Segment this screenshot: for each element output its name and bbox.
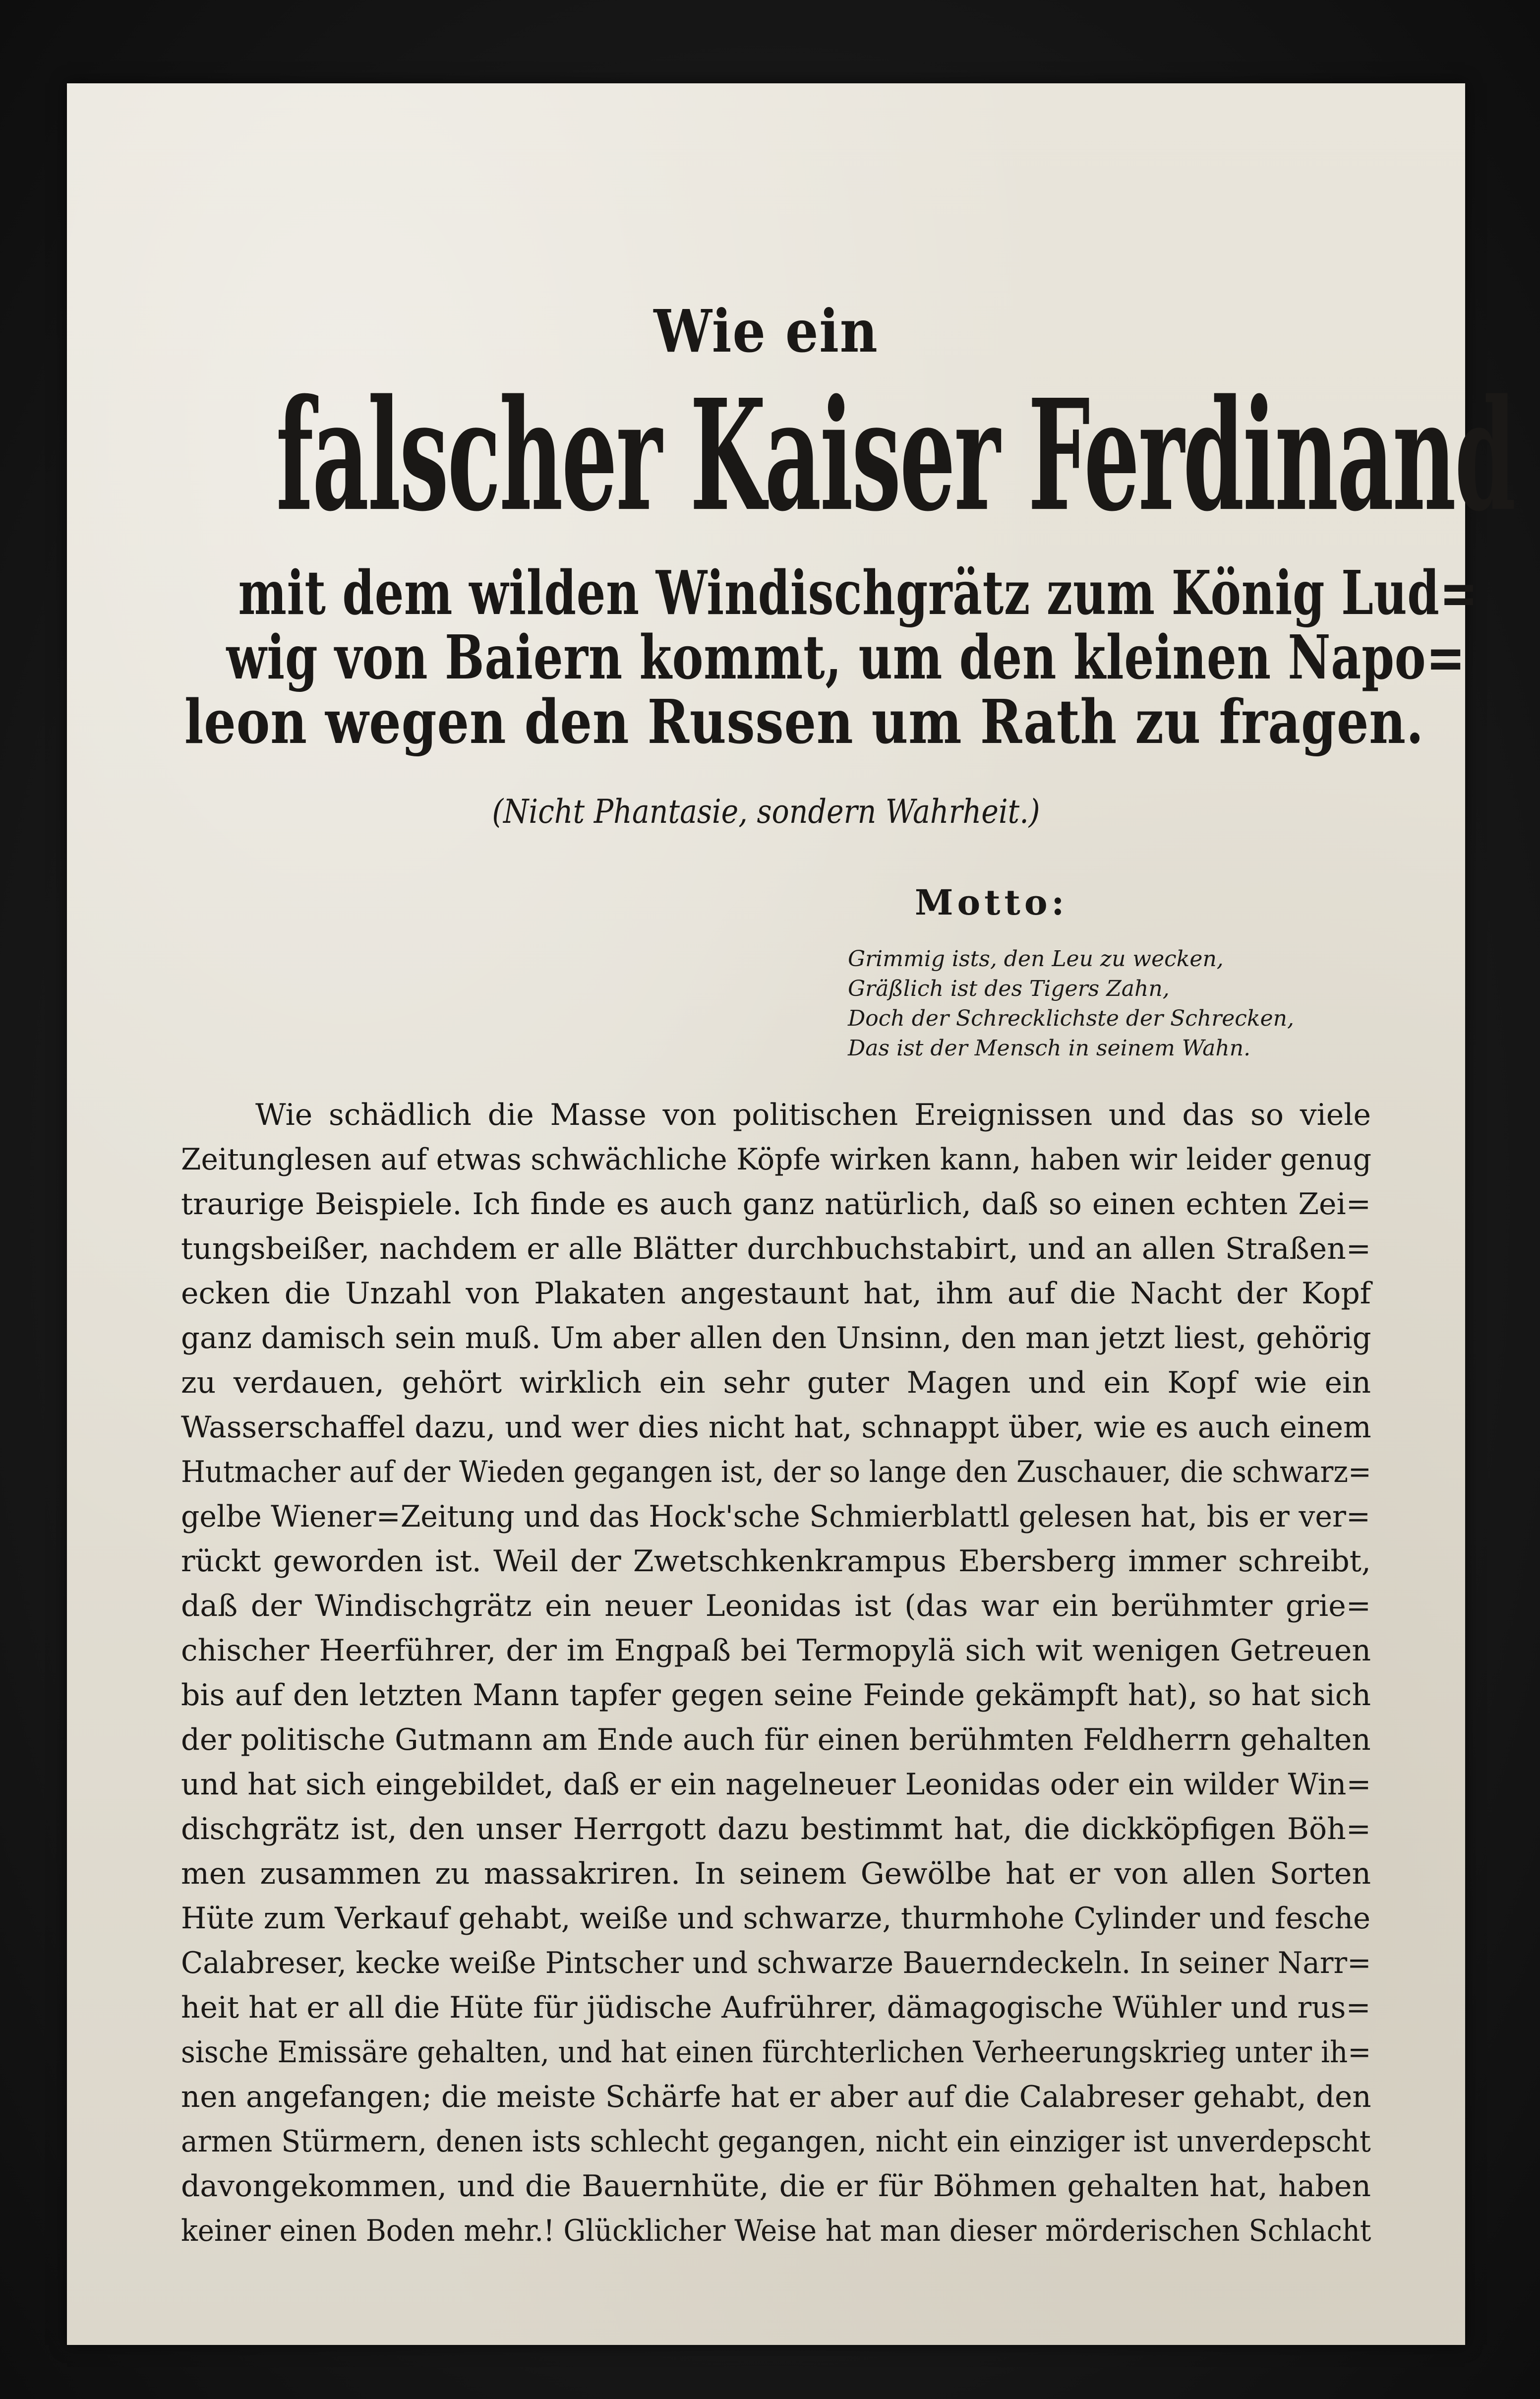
parenthetical-note: (Nicht Phantasie, sondern Wahrheit.) xyxy=(492,793,1040,831)
body-line-20: Calabreser, kecke weiße Pintscher und schwarze Bauerndeckeln. In seiner Narr= xyxy=(181,1946,1371,1980)
body-line-22: sische Emissäre gehalten, und hat einen fürchterlichen Verheerungskrieg unter ih= xyxy=(181,2035,1371,2070)
body-line-1: Wie schädlich die Masse von politischen Ereignissen und das so viele xyxy=(255,1098,1371,1132)
body-line-6: ganz damisch sein muß. Um aber allen den Unsinn, den man jetzt liest, gehörig xyxy=(181,1321,1371,1355)
body-line-7: zu verdauen, gehört wirklich ein sehr guter Magen und ein Kopf wie ein xyxy=(181,1365,1371,1400)
body-line-9: Hutmacher auf der Wieden gegangen ist, der so lange den Zuschauer, die schwarz= xyxy=(181,1455,1371,1489)
body-line-3: traurige Beispiele. Ich finde es auch ganz natürlich, daß so einen echten Zei= xyxy=(181,1187,1371,1222)
broadsheet-page xyxy=(67,83,1515,2345)
body-line-18: men zusammen zu massakriren. In seinem Gewölbe hat er von allen Sorten xyxy=(181,1856,1371,1891)
body-line-23: nen angefangen; die meiste Schärfe hat er aber auf die Calabreser gehabt, den xyxy=(181,2080,1371,2114)
body-line-2: Zeitunglesen auf etwas schwächliche Köpfe wirken kann, haben wir leider genug xyxy=(181,1142,1371,1177)
motto-label: Motto: xyxy=(915,882,1068,923)
motto-line-2: Gräßlich ist des Tigers Zahn, xyxy=(848,976,1170,1001)
motto-line-1: Grimmig ists, den Leu zu wecken, xyxy=(848,946,1224,972)
motto-line-4: Das ist der Mensch in seinem Wahn. xyxy=(848,1036,1251,1061)
body-line-11: rückt geworden ist. Weil der Zwetschkenkrampus Ebersberg immer schreibt, xyxy=(181,1544,1371,1579)
body-line-16: und hat sich eingebildet, daß er ein nagelneuer Leonidas oder ein wilder Win= xyxy=(181,1767,1371,1802)
body-line-21: heit hat er all die Hüte für jüdische Aufrührer, dämagogische Wühler und rus= xyxy=(181,1990,1371,2025)
body-line-19: Hüte zum Verkauf gehabt, weiße und schwarze, thurmhohe Cylinder und fesche xyxy=(181,1901,1371,1936)
body-line-24: armen Stürmern, denen ists schlecht gegangen, nicht ein einziger ist unverdepscht xyxy=(181,2124,1371,2159)
motto-line-3: Doch der Schrecklichste der Schrecken, xyxy=(848,1006,1294,1031)
subtitle-line-3: leon wegen den Russen um Rath zu fragen. xyxy=(184,686,1424,757)
subtitle-line-1: mit dem wilden Windischgrätz zum König Lud= xyxy=(238,557,1479,628)
body-line-10: gelbe Wiener=Zeitung und das Hock'sche Schmierblattl gelesen hat, bis er ver= xyxy=(181,1499,1370,1534)
body-line-14: bis auf den letzten Mann tapfer gegen seine Feinde gekämpft hat), so hat sich xyxy=(181,1678,1371,1713)
body-line-4: tungsbeißer, nachdem er alle Blätter durchbuchstabirt, und an allen Straßen= xyxy=(181,1231,1371,1266)
body-line-13: chischer Heerführer, der im Engpaß bei Termopylä sich wit wenigen Getreuen xyxy=(181,1633,1371,1668)
title-line-1: Wie ein xyxy=(653,297,879,366)
body-line-25: davongekommen, und die Bauernhüte, die er für Böhmen gehalten hat, haben xyxy=(181,2169,1371,2204)
title-line-2: falscher Kaiser Ferdinand xyxy=(276,366,1515,546)
body-line-26: keiner einen Boden mehr.! Glücklicher Weise hat man dieser mörderischen Schlacht xyxy=(181,2214,1371,2248)
body-line-12: daß der Windischgrätz ein neuer Leonidas ist (das war ein berühmter grie= xyxy=(181,1589,1371,1623)
body-line-8: Wasserschaffel dazu, und wer dies nicht hat, schnappt über, wie es auch einem xyxy=(181,1410,1371,1445)
body-line-5: ecken die Unzahl von Plakaten angestaunt hat, ihm auf die Nacht der Kopf xyxy=(181,1276,1371,1311)
body-line-17: dischgrätz ist, den unser Herrgott dazu bestimmt hat, die dickköpfigen Böh= xyxy=(181,1812,1371,1846)
body-line-15: der politische Gutmann am Ende auch für einen berühmten Feldherrn gehalten xyxy=(181,1722,1371,1757)
subtitle-line-2: wig von Baiern kommt, um den kleinen Napo= xyxy=(226,621,1466,693)
